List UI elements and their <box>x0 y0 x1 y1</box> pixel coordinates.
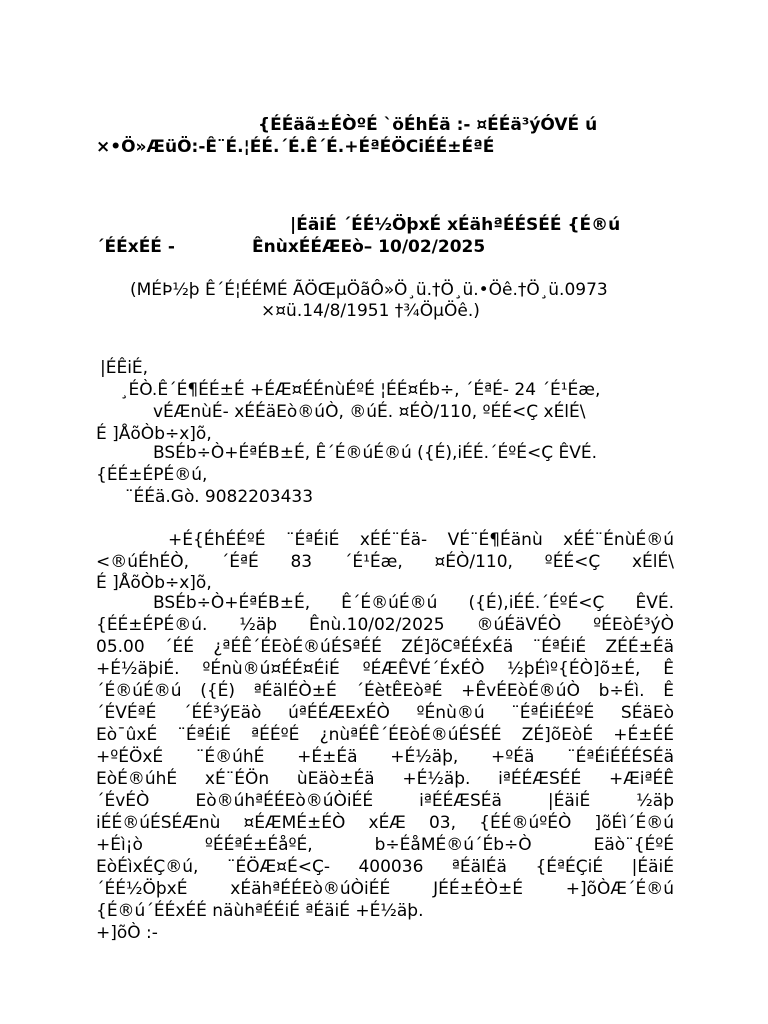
body-line-11: +ºÉÖxÉ ¨É®úhÉ +É±Éä +É½äþ, +ºÉä ¨ÉªÉiÉÉÉSÉä <box>96 747 674 767</box>
body-line-5: {ÉÉ±ÉPÉ®ú. ½äþ Ênù.10/02/2025 ®úÉäVÉÒ ºÉEòÉ³ýÒ <box>96 615 674 635</box>
body-line-4: BSÉb÷Ò+ÉªÉB±É, Ê´É®úÉ®ú ({É),iÉÉ.´ÉºÉ<Ç ÊVÉ. <box>153 593 674 613</box>
addressee-line-2: vÉÆnùÉ- xÉÉäEò®úÒ, ®úÉ. ¤ÉÒ/110, ºÉÉ<Ç xÉlÉ\ <box>153 402 586 422</box>
header-title-line-1: {ÉÉäã±ÉÒºÉ `öÉhÉä :- ¤ÉÉä³ýÓVÉ ú <box>258 115 598 135</box>
addressee-line-3: É ]ÅõÒb÷x]õ, <box>96 424 212 444</box>
body-line-8: ´É®úÉ®ú ({É) ªÉälÉÒ±É ´ÉètÊEòªÉ +ÊvÉEòÉ®úÒ b÷Éì. Ê <box>96 681 674 701</box>
header-title-line-2: ×•Ö»ÆüÖ:-Ê¨É.¦ÉÉ.´É.Ê´É.+ÉªÉÖCiÉÉ±ÉªÉ <box>96 137 495 157</box>
body-line-9: ´ÉVÉªÉ ´ÉÉ³ýEäò úªÉÉÆExÉÒ ºÉnù®ú ¨ÉªÉiÉÉºÉ SÉäEò <box>96 703 674 723</box>
reference-line-2: ×¤ü.14/8/1951 †¾ÖµÖê.) <box>261 301 480 321</box>
body-line-16: EòÉìxÉÇ®ú, ¨ÉÖÆ¤É<Ç- 400036 ªÉälÉä {ÉªÉÇiÉ |ÉäiÉ <box>96 857 674 877</box>
addressee-line-4: BSÉb÷Ò+ÉªÉB±É, Ê´É®úÉ®ú ({É),iÉÉ.´ÉºÉ<Ç ÊVÉ. <box>153 443 598 463</box>
body-line-2: <®úÉhÉÒ, ´ÉªÉ 83 ´É¹Éæ, ¤ÉÒ/110, ºÉÉ<Ç xÉlÉ\ <box>96 552 674 572</box>
body-line-18: {É®ú´ÉÉxÉÉ näùhªÉÉiÉ ªÉäiÉ +É½äþ. <box>96 901 424 921</box>
body-line-10: Eò¯ûxÉ ¨ÉªÉiÉ ªÉÉºÉ ¿nùªÉÊ´ÉEòÉ®úÉSÉÉ ZÉ]õEòÉ +É±ÉÉ <box>96 725 674 745</box>
addressee-line-1: ¸ÉÒ.Ê´É¶ÉÉ±É +ÉÆ¤ÉÉnùÉºÉ ¦ÉÉ¤Éb÷, ´ÉªÉ- 24 ´É¹Éæ, <box>120 380 601 400</box>
addressee-phone: ¨ÉÉä.Gò. 9082203433 <box>125 487 314 507</box>
body-line-17: ´ÉÉ½ÖþxÉ xÉähªÉÉEò®úÒiÉÉ JÉÉ±ÉÒ±É +]õÒÆ´É®ú <box>96 879 674 899</box>
body-line-14: iÉÉ®úÉSÉÆnù ¤ÉÆMÉ±ÉÒ xÉÆ 03, {ÉÉ®úºÉÒ ]õÉì´É®ú <box>96 813 674 833</box>
reference-line-1: (MÉÞ½þ Ê´É¦ÉÉMÉ ÃÖŒµÖãÔ»Ö¸ü.†Ö¸ü.•Öê.†Ö¸ü.0973 <box>130 280 608 300</box>
body-line-3: É ]ÅõÒb÷x]õ, <box>96 573 212 593</box>
body-line-6: 05.00 ´ÉÉ ¿ªÉÊ´ÉEòÉ®úÉSªÉÉ ZÉ]õCªÉÉxÉä ¨ÉªÉiÉ ZÉÉ±Éä <box>96 637 674 657</box>
subject-line-2-right: ÊnùxÉÉÆEò– 10/02/2025 <box>252 237 486 257</box>
body-closing: +]õÒ :- <box>96 923 158 943</box>
body-line-7: +É½äþiÉ. ºÉnù®ú¤ÉÉ¤ÉiÉ ºÉÆÊVÉ´ÉxÉÒ ½þÉìº{ÉÒ]õ±É, Ê <box>96 659 674 679</box>
addressee-salutation: |ÉÊiÉ, <box>100 358 149 378</box>
body-line-13: ´ÉvÉÒ Eò®úhªÉÉEò®úÒiÉÉ iªÉÉÆSÉä |ÉäiÉ ½äþ <box>96 791 674 811</box>
subject-line-2-left: ´ÉÉxÉÉ - <box>96 237 175 257</box>
body-line-15: +Éì¡ò ºÉÉªÉ±ÉåºÉ, b÷ÉåMÉ®ú´Éb÷Ò Eäò¨{ÉºÉ <box>96 835 674 855</box>
addressee-line-5: {ÉÉ±ÉPÉ®ú, <box>96 465 208 485</box>
subject-line-1: |ÉäiÉ ´ÉÉ½ÖþxÉ xÉähªÉÉSÉÉ {É®ú <box>290 215 621 235</box>
body-line-1: +É{ÉhÉÉºÉ ¨ÉªÉiÉ xÉÉ¨Éä- VÉ¨É¶Éänù xÉÉ¨ÉnùÉ®ú <box>168 530 674 550</box>
body-line-12: EòÉ®úhÉ xÉ¨ÉÖn ùEäò±Éä +É½äþ. iªÉÉÆSÉÉ +ÆiªÉÊ <box>96 769 674 789</box>
